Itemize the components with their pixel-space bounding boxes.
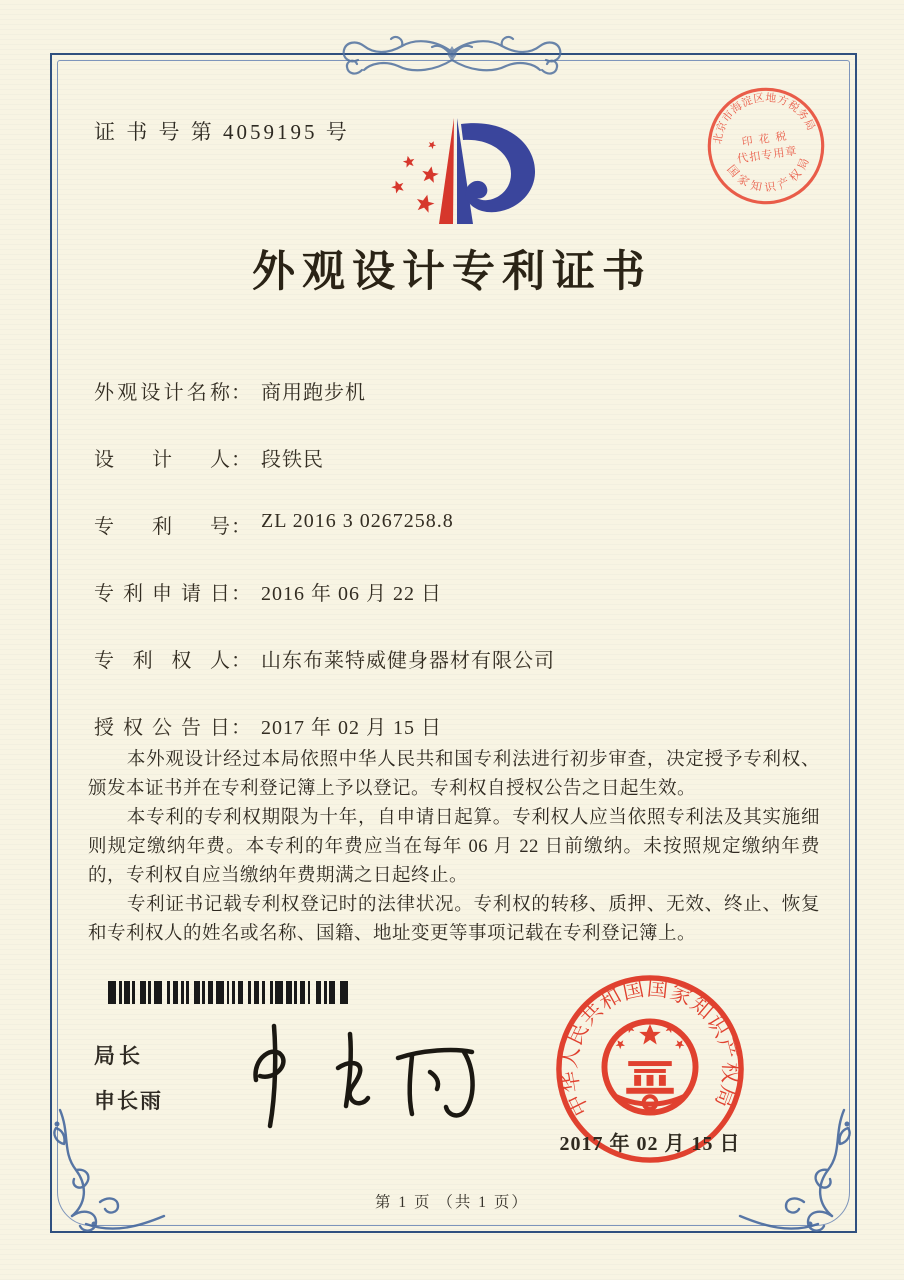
tax-stamp-center-line2: 代扣专用章 bbox=[736, 145, 799, 166]
barcode-bar bbox=[108, 981, 116, 1004]
field-label: 专 利 权 人 bbox=[94, 650, 230, 672]
top-flourish-ornament-icon bbox=[292, 26, 612, 82]
field-application-date bbox=[94, 577, 834, 605]
legal-paragraph-1: 本外观设计经过本局依照中华人民共和国专利法进行初步审查，决定授予专利权、颁发本证书并在专利登记簿上予以登记。专利权自授权公告之日起生效。 bbox=[88, 750, 820, 799]
national-emblem-icon bbox=[604, 1021, 695, 1112]
field-design-name bbox=[94, 376, 834, 404]
certificate-number: 证 书 号 第 4059195 号 bbox=[94, 120, 350, 144]
director-title: 局长 bbox=[94, 1044, 144, 1068]
field-colon: ： bbox=[231, 583, 251, 605]
field-colon: ： bbox=[231, 449, 251, 471]
field-value: 2016 年 06 月 22 日 bbox=[261, 583, 442, 605]
barcode-bar bbox=[154, 981, 162, 1004]
barcode-bar bbox=[275, 981, 283, 1004]
seal-ring-text: 中华人民共和国国家知识产权局 bbox=[557, 976, 743, 1120]
field-colon: ： bbox=[231, 717, 251, 739]
field-colon: ： bbox=[231, 382, 251, 404]
field-label: 授权公告日 bbox=[94, 717, 230, 739]
tax-stamp-top-text: 北京市海淀区地方税务局 bbox=[711, 91, 818, 145]
svg-text:中华人民共和国国家知识产权局 bbox=[557, 976, 743, 1120]
barcode-bar bbox=[340, 981, 348, 1004]
tax-stamp-bottom-text: 国家知识产权局 bbox=[724, 152, 814, 195]
barcode bbox=[108, 981, 348, 1004]
field-value: 段铁民 bbox=[261, 449, 324, 471]
field-patentee bbox=[94, 644, 834, 672]
field-grant-date bbox=[94, 711, 834, 739]
field-colon: ： bbox=[231, 516, 251, 538]
field-value: 山东布莱特威健身器材有限公司 bbox=[261, 650, 555, 672]
corner-flourish-bottom-left-icon bbox=[44, 1104, 176, 1236]
legal-paragraph-3: 专利证书记载专利权登记时的法律状况。专利权的转移、质押、无效、终止、恢复和专利权人的姓名或名称、国籍、地址变更等事项记载在专利登记簿上。 bbox=[88, 895, 820, 944]
field-value: 商用跑步机 bbox=[261, 382, 366, 404]
tax-stamp-seal-icon bbox=[695, 75, 837, 217]
legal-paragraph-2: 本专利的专利权期限为十年，自申请日起算。专利权人应当依照专利法及其实施细则规定缴纳年费。本专利的年费应当在每年 06 月 22 日前缴纳。未按照规定缴纳年费的，专利权自应当缴纳年费期满之日起终止。 bbox=[88, 808, 820, 886]
director-signature-icon bbox=[222, 1008, 487, 1133]
tax-stamp-center-line1: 印 花 税 bbox=[741, 130, 790, 149]
director-name: 申长雨 bbox=[94, 1089, 163, 1113]
certificate-fields bbox=[94, 376, 834, 778]
page-number: 第 1 页 （共 1 页） bbox=[375, 1194, 529, 1211]
field-label: 专利申请日 bbox=[94, 583, 230, 605]
field-label: 专 利 号 bbox=[94, 516, 230, 538]
patent-office-logo-icon bbox=[352, 98, 566, 240]
certificate-title: 外观设计专利证书 bbox=[252, 249, 652, 296]
field-colon: ： bbox=[231, 650, 251, 672]
field-label: 设 计 人 bbox=[94, 449, 230, 471]
barcode-bar bbox=[216, 981, 224, 1004]
field-value: 2017 年 02 月 15 日 bbox=[261, 717, 442, 739]
seal-date: 2017 年 02 月 15 日 bbox=[559, 1133, 741, 1155]
field-value: ZL 2016 3 0267258.8 bbox=[261, 510, 454, 532]
field-designer bbox=[94, 443, 834, 471]
legal-text-block bbox=[88, 746, 820, 949]
field-label: 外观设计名称 bbox=[94, 382, 230, 404]
field-patent-number bbox=[94, 510, 834, 538]
